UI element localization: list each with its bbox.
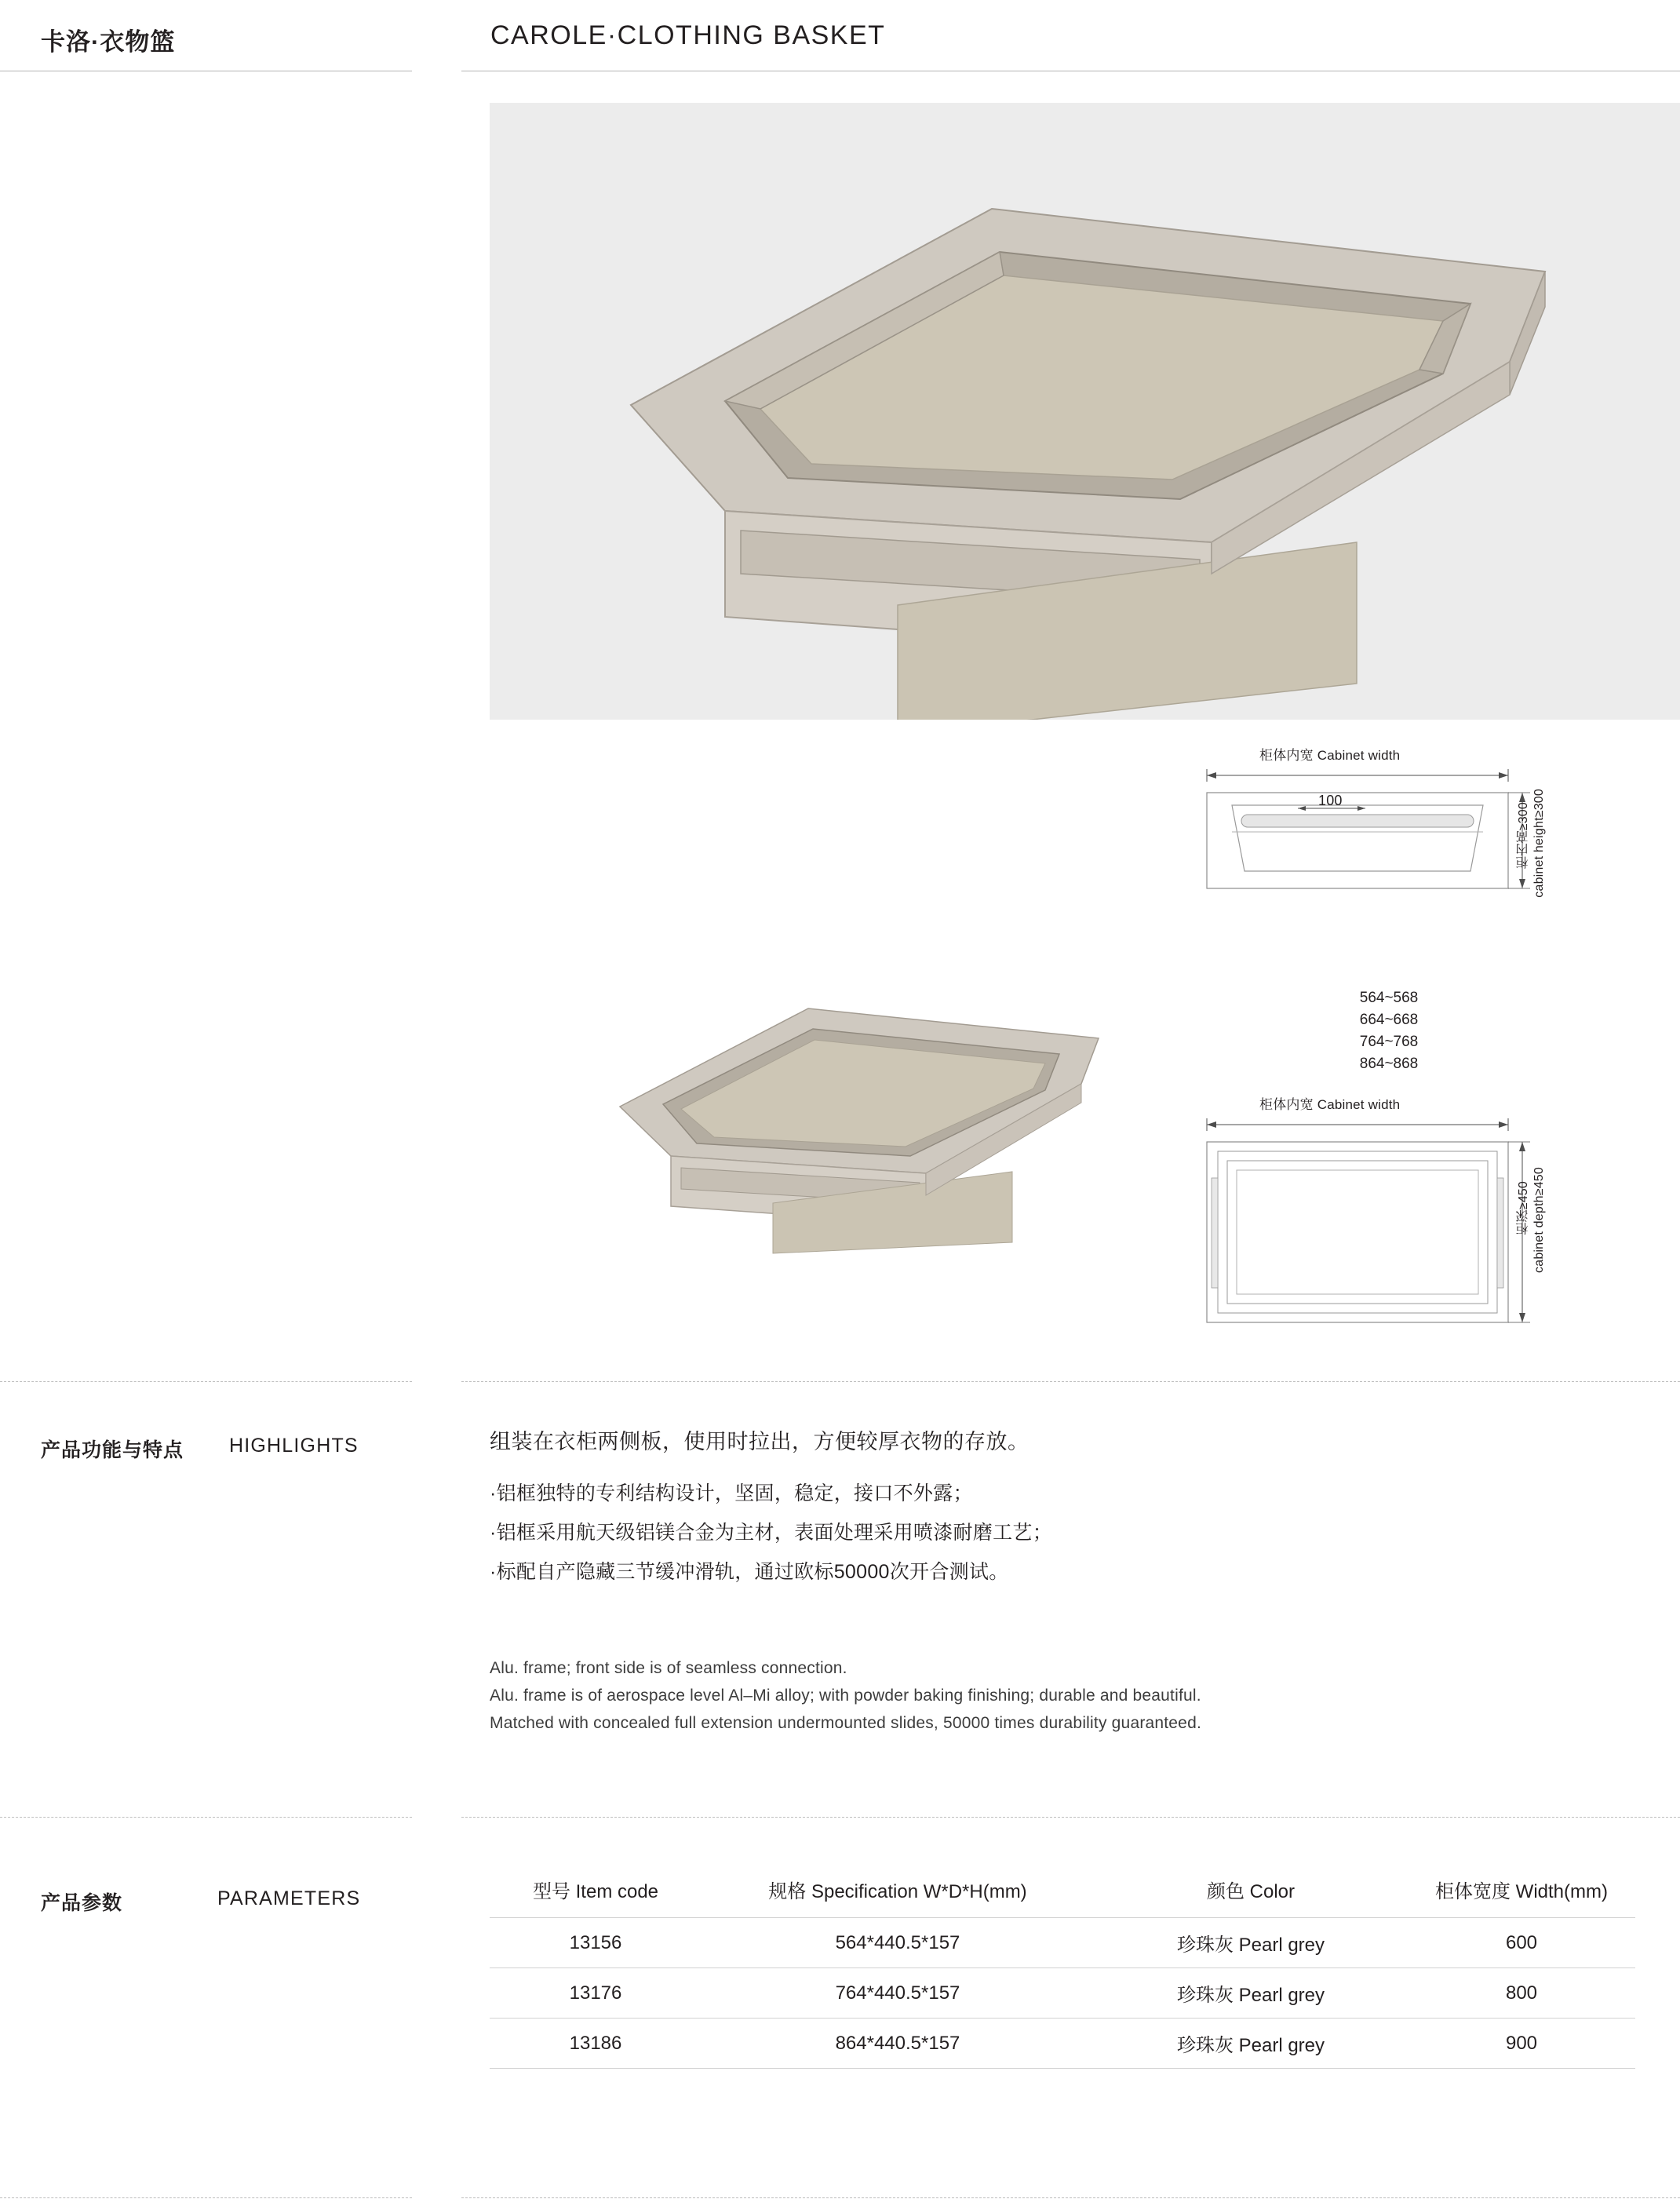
cell-color: 珍珠灰 Pearl grey [1094, 2019, 1408, 2069]
dimension-option: 764~768 [1359, 1034, 1419, 1050]
parameters-right-divider [461, 1817, 1680, 1818]
top-view-depth-label-cn: 柜深≥450 [1517, 1181, 1530, 1235]
highlights-right-divider [461, 1381, 1680, 1382]
highlights-english-line: Alu. frame; front side is of seamless connection. [490, 1659, 847, 1677]
highlights-bullet-list [490, 1474, 1052, 1592]
parameters-label-cn: 产品参数 [41, 1892, 123, 1914]
product-hero-image [490, 103, 1680, 720]
cell-specification: 864*440.5*157 [702, 2019, 1094, 2069]
column-header-item-code: 型号 Item code [532, 1881, 659, 1902]
page-title-cn: 卡洛·衣物篮 [41, 28, 176, 56]
product-secondary-image [596, 977, 1130, 1260]
dimension-option: 864~868 [1359, 1056, 1419, 1072]
highlights-english-text [490, 1654, 1201, 1737]
top-view-diagram [1201, 1097, 1546, 1346]
parameters-label-en: PARAMETERS [217, 1887, 361, 1909]
column-header-width: 柜体宽度 Width(mm) [1435, 1881, 1608, 1902]
clothing-basket-small-illustration [596, 977, 1130, 1260]
highlights-bullet: ·铝框采用航天级铝镁合金为主材，表面处理采用喷漆耐磨工艺； [490, 1522, 1053, 1544]
front-view-drawing [1201, 753, 1546, 938]
highlights-english-line: Alu. frame is of aerospace level Al–Mi alloy; with powder baking finishing; durable and beautiful. [490, 1687, 1201, 1705]
highlights-lead-text: 组装在衣柜两侧板，使用时拉出，方便较厚衣物的存放。 [490, 1430, 1030, 1453]
dimension-option: 664~668 [1359, 1012, 1419, 1028]
cell-width: 800 [1408, 1968, 1635, 2019]
parameters-left-divider [0, 1817, 412, 1818]
cell-specification: 564*440.5*157 [702, 1918, 1094, 1968]
footer-right-divider [461, 2197, 1680, 2198]
page-title-en: CAROLE·CLOTHING BASKET [490, 20, 886, 50]
top-view-depth-label-en: cabinet depth≥450 [1532, 1167, 1546, 1273]
dimension-option: 564~568 [1359, 990, 1419, 1006]
cell-item-code: 13156 [490, 1918, 702, 1968]
table-row [490, 1918, 1635, 1968]
highlights-label-cn: 产品功能与特点 [41, 1439, 184, 1461]
cell-width: 600 [1408, 1918, 1635, 1968]
page-header [0, 0, 1680, 75]
cell-color: 珍珠灰 Pearl grey [1094, 1918, 1408, 1968]
top-view-drawing [1201, 1103, 1546, 1354]
highlights-left-divider [0, 1381, 412, 1382]
top-view-width-label: 柜体内宽 Cabinet width [1259, 1097, 1401, 1112]
front-view-diagram [1201, 748, 1546, 934]
cell-width: 900 [1408, 2019, 1635, 2069]
highlights-bullet: ·铝框独特的专利结构设计，坚固，稳定，接口不外露； [490, 1482, 973, 1504]
column-header-color: 颜色 Color [1206, 1881, 1296, 1902]
highlights-label-en: HIGHLIGHTS [229, 1435, 359, 1457]
clothing-basket-illustration [490, 103, 1680, 720]
front-view-height-label-en: cabinet height≥300 [1532, 789, 1546, 898]
column-header-specification: 规格 Specification W*D*H(mm) [768, 1881, 1027, 1902]
highlights-english-line: Matched with concealed full extension undermounted slides, 50000 times durability guaranteed. [490, 1714, 1201, 1732]
front-view-height-label-cn: 柜内高≥300 [1517, 802, 1530, 869]
cell-color: 珍珠灰 Pearl grey [1094, 1968, 1408, 2019]
cell-specification: 764*440.5*157 [702, 1968, 1094, 2019]
parameters-table [490, 1876, 1635, 2069]
cell-item-code: 13176 [490, 1968, 702, 2019]
table-row [490, 1968, 1635, 2019]
front-view-width-label: 柜体内宽 Cabinet width [1259, 748, 1401, 763]
highlights-bullet: ·标配自产隐藏三节缓冲滑轨，通过欧标50000次开合测试。 [490, 1561, 1009, 1583]
footer-left-divider [0, 2197, 412, 2198]
front-view-inner-dimension: 100 [1318, 793, 1343, 808]
table-row [490, 2019, 1635, 2069]
dimension-options-list [1287, 987, 1491, 1075]
table-header-row [490, 1876, 1635, 1918]
cell-item-code: 13186 [490, 2019, 702, 2069]
